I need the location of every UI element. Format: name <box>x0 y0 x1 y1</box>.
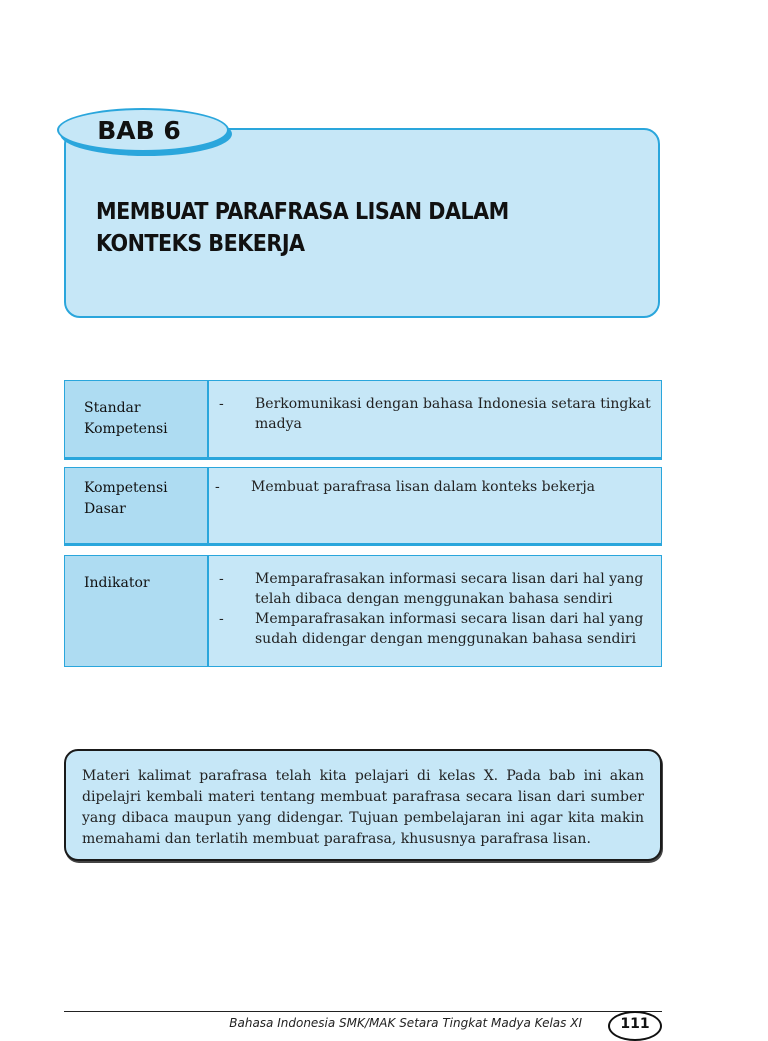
info-row-content <box>209 468 661 543</box>
list-item-text: Membuat parafrasa lisan dalam konteks bekerja <box>251 479 596 495</box>
label-line: Indikator <box>84 575 150 591</box>
chapter-title-line-2: KONTEKS BEKERJA <box>96 231 305 257</box>
intro-paragraph-box <box>64 749 662 861</box>
info-row-content <box>209 381 661 457</box>
page-number: 111 <box>608 1011 662 1041</box>
footer-book-title: Bahasa Indonesia SMK/MAK Setara Tingkat Madya Kelas XI <box>229 1016 582 1030</box>
chapter-title-line-1: MEMBUAT PARAFRASA LISAN DALAM <box>96 199 509 225</box>
list-item <box>219 394 653 434</box>
label-line: Kompetensi <box>84 480 168 496</box>
dash-bullet: - <box>219 571 224 587</box>
chapter-title <box>96 196 616 260</box>
dash-bullet: - <box>215 479 220 495</box>
list-item <box>219 609 653 649</box>
chapter-badge <box>57 108 229 152</box>
info-row-standar-kompetensi <box>64 380 662 460</box>
list-item-text: Memparafrasakan informasi secara lisan dari hal yang sudah didengar dengan menggunakan bahasa sendiri <box>255 611 644 647</box>
info-row-label <box>65 381 209 457</box>
list-item <box>219 569 653 609</box>
list-item-text: Berkomunikasi dengan bahasa Indonesia setara tingkat madya <box>255 396 651 432</box>
footer-divider <box>64 1011 662 1012</box>
info-row-label <box>65 556 209 666</box>
info-row-content <box>209 556 661 666</box>
info-row-label <box>65 468 209 543</box>
label-line: Standar <box>84 400 141 416</box>
list-item <box>215 477 653 497</box>
label-line: Dasar <box>84 501 126 517</box>
chapter-badge-label: BAB 6 <box>97 115 181 145</box>
dash-bullet: - <box>219 611 224 627</box>
dash-bullet: - <box>219 396 224 412</box>
info-row-indikator <box>64 555 662 667</box>
intro-paragraph: Materi kalimat parafrasa telah kita pelajari di kelas X. Pada bab ini akan dipelajri kembali materi tentang membuat parafrasa secara lisan dari sumber yang dibaca maupun yang didengar. Tujuan pembelajaran ini agar kita makin memahami dan terlatih membuat parafrasa, khususnya parafrasa lisan. <box>82 768 644 847</box>
label-line: Kompetensi <box>84 421 168 437</box>
list-item-text: Memparafrasakan informasi secara lisan dari hal yang telah dibaca dengan menggunakan bahasa sendiri <box>255 571 644 607</box>
info-row-kompetensi-dasar <box>64 467 662 546</box>
